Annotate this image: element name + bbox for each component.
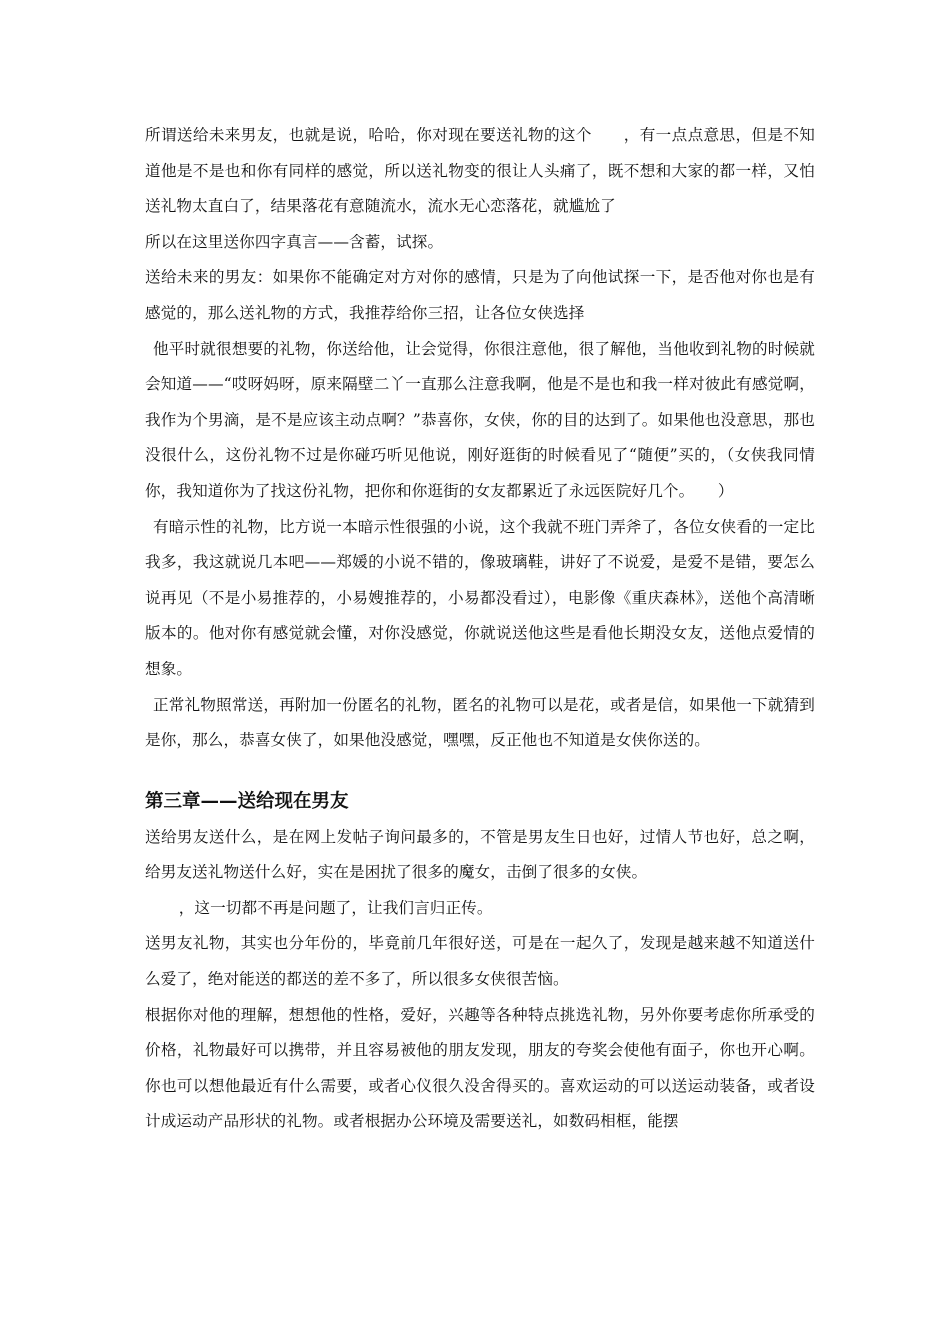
paragraph-intro: 所谓送给未来男友，也就是说，哈哈，你对现在要送礼物的这个 ，有一点点意思，但是不知道他是不是也和你有同样的感觉，所以送礼物变的很让人头痛了，既不想和大家的都一样，又怕送礼物太直白了，结果落花有意随流水，流水无心恋落花，就尴尬了 — [145, 126, 815, 216]
paragraph-tip-wanted-gift: 他平时就很想要的礼物，你送给他，让会觉得，你很注意他，很了解他，当他收到礼物的时候就会知道——“哎呀妈呀，原来隔壁二丫一直那么注意我啊，他是不是也和我一样对彼此有感觉啊，我作为个男滴，是不是应该主动点啊？”恭喜你，女侠，你的目的达到了。如果他也没意思，那也没很什么，这份礼物不过是你碰巧听见他说，刚好逛街的时候看见了“随便”买的，（女侠我同情你，我知道你为了找这份礼物，把你和你逛街的女友都累近了永远医院好几个。 ） — [145, 339, 815, 500]
paragraph-four-words: 所以在这里送你四字真言——含蓄，试探。 — [145, 232, 444, 251]
paragraph-back-to-topic: ，这一切都不再是问题了，让我们言归正传。 — [163, 898, 493, 917]
paragraph-tip-suggestive-gift: 有暗示性的礼物，比方说一本暗示性很强的小说，这个我就不班门弄斧了，各位女侠看的一定比我多，我这就说几本吧——郑媛的小说不错的，像玻璃鞋，讲好了不说爱，是爱不是错，要怎么说再见（不是小易推荐的，小易嫂推荐的，小易都没看过），电影像《重庆森林》，送他个高清晰版本的。他对你有感觉就会懂，对你没感觉，你就说送他这些是看他长期没女友，送他点爱情的想象。 — [145, 517, 815, 678]
paragraph-future-boyfriend: 送给未来的男友：如果你不能确定对方对你的感情，只是为了向他试探一下，是否他对你也是有感觉的，那么送礼物的方式，我推荐给你三招，让各位女侠选择 — [145, 268, 815, 322]
document-page — [145, 118, 815, 1140]
paragraph-gift-advice: 根据你对他的理解，想想他的性格，爱好，兴趣等各种特点挑选礼物，另外你要考虑你所承受的价格，礼物最好可以携带，并且容易被他的朋友发现，朋友的夸奖会使他有面子，你也开心啊。你也可以想他最近有什么需要，或者心仪很久没舍得买的。喜欢运动的可以送运动装备，或者设计成运动产品形状的礼物。或者根据办公环境及需要送礼，如数码相框，能摆 — [145, 1005, 815, 1131]
chapter-heading: 第三章——送给现在男友 — [145, 790, 349, 812]
paragraph-gift-by-years: 送男友礼物，其实也分年份的，毕竟前几年很好送，可是在一起久了，发现是越来越不知道送什么爱了，绝对能送的都送的差不多了，所以很多女侠很苦恼。 — [145, 934, 815, 989]
paragraph-current-boyfriend-intro: 送给男友送什么，是在网上发帖子询问最多的，不管是男友生日也好，过情人节也好，总之啊，给男友送礼物送什么好，实在是困扰了很多的魔女，击倒了很多的女侠。 — [145, 827, 815, 882]
paragraph-tip-anonymous-gift: 正常礼物照常送，再附加一份匿名的礼物，匿名的礼物可以是花，或者是信，如果他一下就猜到是你，那么，恭喜女侠了，如果他没感觉，嘿嘿，反正他也不知道是女侠你送的。 — [145, 695, 815, 750]
